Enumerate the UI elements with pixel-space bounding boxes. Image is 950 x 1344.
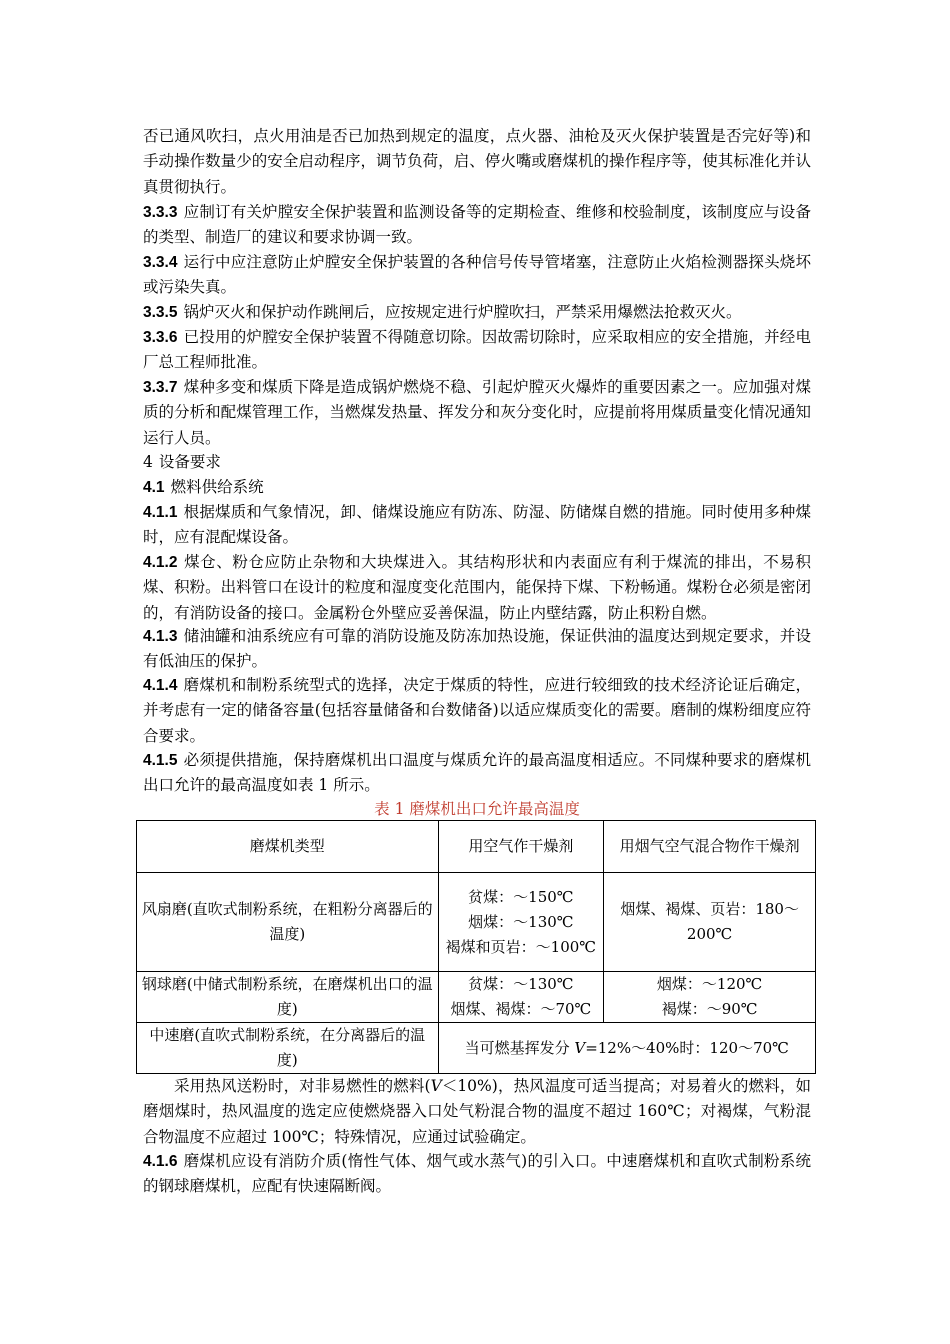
- table-header-cell: 磨煤机类型: [137, 821, 439, 873]
- paragraph-3-3-5: 3.3.5 锅炉灭火和保护动作跳闸后，应按规定进行炉膛吹扫，严禁采用爆燃法抢救灭火。: [143, 303, 742, 321]
- table-header-cell: 用空气作干燥剂: [438, 821, 604, 873]
- clause-number: 4.1.5: [143, 752, 178, 769]
- table-row: [137, 972, 816, 1023]
- clause-number: 3.3.7: [143, 379, 178, 396]
- paragraph-4-1-2: 4.1.2 煤仓、粉仓应防止杂物和大块煤进入。其结构形状和内表面应有利于煤流的排出，不易积煤、积粉。出料管口在设计的粒度和湿度变化范围内，能保持下煤、下粉畅通。煤粉仓必须是密闭的，有消防设备的接口。金属粉仓外壁应妥善保温，防止内壁结露，防止积粉自燃。: [143, 553, 811, 622]
- clause-number: 4.1.1: [143, 504, 178, 521]
- table-cell: [438, 873, 604, 972]
- clause-number: 4.1.4: [143, 677, 178, 694]
- paragraph-continuation: 否已通风吹扫，点火用油是否已加热到规定的温度，点火器、油枪及灭火保护装置是否完好等)和手动操作数量少的安全启动程序，调节负荷，启、停火嘴或磨煤机的操作程序等，使其标准化并认真贯彻执行。: [143, 127, 811, 196]
- table-cell: 钢球磨(中储式制粉系统，在磨煤机出口的温度): [137, 972, 439, 1023]
- cell-line: 贫煤：～130℃: [468, 975, 574, 993]
- cell-line: 烟煤：～120℃: [656, 975, 763, 993]
- table-row: [137, 1023, 816, 1074]
- cell-line: 烟煤：～130℃: [468, 912, 574, 931]
- temperature-table: [136, 820, 816, 1074]
- table-merged-cell: 当可燃基挥发分 V=12%～40%时：120～70℃: [438, 1023, 816, 1074]
- clause-number: 4.1.6: [143, 1153, 178, 1170]
- paragraph-hot-air: 采用热风送粉时，对非易燃性的燃料(V＜10%)，热风温度可适当提高；对易着火的燃料，如磨烟煤时，热风温度的选定应使燃烧器入口处气粉混合物的温度不超过 160℃；对褐煤，气粉混合物温度不应超过 100℃；特殊情况，应通过试验确定。: [143, 1077, 811, 1146]
- clause-number: 4.1.2: [143, 554, 178, 571]
- paragraph-4-1-3: 4.1.3 储油罐和油系统应有可靠的消防设施及防冻加热设施，保证供油的温度达到规定要求，并设有低油压的保护。: [143, 627, 811, 671]
- table-cell: [604, 972, 816, 1023]
- paragraph-3-3-6: 3.3.6 已投用的炉膛安全保护装置不得随意切除。因故需切除时，应采取相应的安全措施，并经电厂总工程师批准。: [143, 328, 811, 372]
- table-cell: 中速磨(直吹式制粉系统，在分离器后的温度): [137, 1023, 439, 1074]
- cell-line: 烟煤、褐煤：～70℃: [450, 1000, 592, 1018]
- paragraph-3-3-7: 3.3.7 煤种多变和煤质下降是造成锅炉燃烧不稳、引起炉膛灭火爆炸的重要因素之一。应加强对煤质的分析和配煤管理工作，当燃煤发热量、挥发分和灰分变化时，应提前将用煤质量变化情况通知运行人员。: [143, 378, 811, 447]
- table-row: [137, 873, 816, 972]
- table-caption: 表 1 磨煤机出口允许最高温度: [374, 800, 580, 818]
- table-cell: 风扇磨(直吹式制粉系统，在粗粉分离器后的温度): [137, 873, 439, 972]
- cell-line: 褐煤和页岩：～100℃: [445, 937, 597, 956]
- clause-number: 3.3.3: [143, 204, 178, 221]
- paragraph-4-1-5: 4.1.5 必须提供措施，保持磨煤机出口温度与煤质允许的最高温度相适应。不同煤种要求的磨煤机出口允许的最高温度如表 1 所示。: [143, 751, 811, 795]
- table-header-cell: 用烟气空气混合物作干燥剂: [604, 821, 816, 873]
- table-cell: [438, 972, 604, 1023]
- section-heading-4-1: 4.1 燃料供给系统: [143, 478, 264, 496]
- table-header-row: [137, 821, 816, 873]
- table-cell: 烟煤、褐煤、页岩：180～200℃: [604, 873, 816, 972]
- section-number: 4.1: [143, 479, 165, 496]
- clause-number: 3.3.5: [143, 304, 178, 321]
- paragraph-4-1-1: 4.1.1 根据煤质和气象情况，卸、储煤设施应有防冻、防湿、防储煤自燃的措施。同时使用多种煤时，应有混配煤设备。: [143, 503, 811, 547]
- cell-line: 贫煤：～150℃: [468, 887, 574, 906]
- paragraph-3-3-4: 3.3.4 运行中应注意防止炉膛安全保护装置的各种信号传导管堵塞，注意防止火焰检测器探头烧坏或污染失真。: [143, 253, 811, 297]
- paragraph-4-1-6: 4.1.6 磨煤机应设有消防介质(惰性气体、烟气或水蒸气)的引入口。中速磨煤机和直吹式制粉系统的钢球磨煤机，应配有快速隔断阀。: [143, 1152, 811, 1196]
- cell-line: 褐煤：～90℃: [661, 1000, 758, 1018]
- clause-number: 3.3.6: [143, 329, 178, 346]
- paragraph-4-1-4: 4.1.4 磨煤机和制粉系统型式的选择，决定于煤质的特性，应进行较细致的技术经济论证后确定，并考虑有一定的储备容量(包括容量储备和台数储备)以适应煤质变化的需要。磨制的煤粉细度应符合要求。: [143, 676, 811, 745]
- clause-number: 4.1.3: [143, 628, 178, 645]
- section-number: 4: [143, 453, 153, 471]
- section-heading-4: 4 设备要求: [143, 453, 221, 471]
- paragraph-3-3-3: 3.3.3 应制订有关炉膛安全保护装置和监测设备等的定期检查、维修和校验制度，该制度应与设备的类型、制造厂的建议和要求协调一致。: [143, 203, 811, 247]
- clause-number: 3.3.4: [143, 254, 178, 271]
